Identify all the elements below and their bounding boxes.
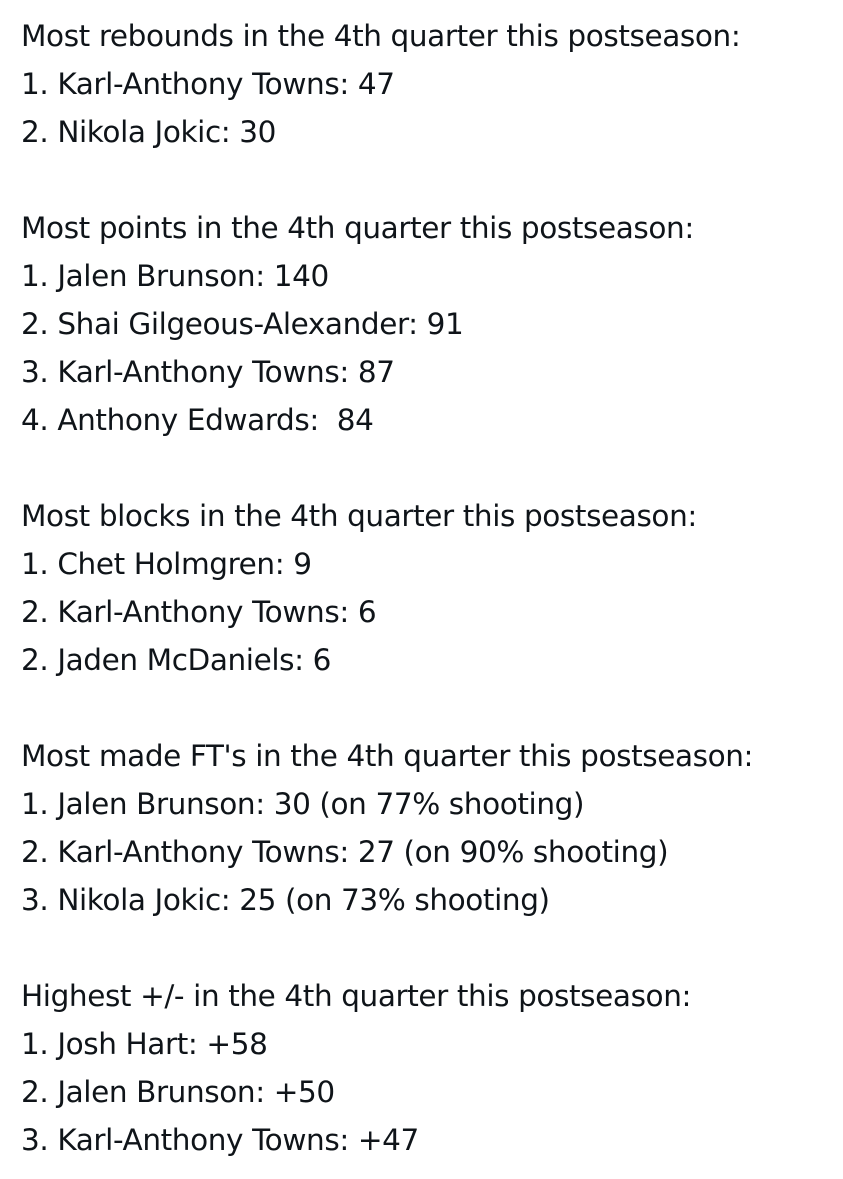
- stat-section-blocks: [21, 492, 836, 684]
- ranking-item: 1. Jalen Brunson: 30 (on 77% shooting): [21, 787, 585, 821]
- ranking-item: 1. Josh Hart: +58: [21, 1027, 268, 1061]
- ranking-item: 2. Karl-Anthony Towns: 27 (on 90% shooting): [21, 835, 669, 869]
- ranking-item: 1. Jalen Brunson: 140: [21, 259, 329, 293]
- ranking-item: 2. Jalen Brunson: +50: [21, 1075, 335, 1109]
- post-text: [21, 12, 836, 1164]
- stat-section-rebounds: [21, 12, 836, 156]
- section-heading: Most made FT's in the 4th quarter this postseason:: [21, 739, 754, 773]
- ranking-item: 3. Nikola Jokic: 25 (on 73% shooting): [21, 883, 550, 917]
- ranking-item: 3. Karl-Anthony Towns: 87: [21, 355, 395, 389]
- ranking-item: 1. Chet Holmgren: 9: [21, 547, 312, 581]
- stat-section-free-throws: [21, 732, 836, 924]
- stat-section-plus-minus: [21, 972, 836, 1164]
- ranking-item: 2. Shai Gilgeous-Alexander: 91: [21, 307, 464, 341]
- ranking-item: 2. Karl-Anthony Towns: 6: [21, 595, 377, 629]
- stat-section-points: [21, 204, 836, 444]
- section-heading: Most blocks in the 4th quarter this postseason:: [21, 499, 697, 533]
- ranking-item: 4. Anthony Edwards: 84: [21, 403, 374, 437]
- ranking-item: 2. Jaden McDaniels: 6: [21, 643, 332, 677]
- ranking-item: 2. Nikola Jokic: 30: [21, 115, 277, 149]
- ranking-item: 1. Karl-Anthony Towns: 47: [21, 67, 395, 101]
- section-heading: Most rebounds in the 4th quarter this postseason:: [21, 19, 741, 53]
- section-heading: Most points in the 4th quarter this postseason:: [21, 211, 694, 245]
- section-heading: Highest +/- in the 4th quarter this postseason:: [21, 979, 692, 1013]
- ranking-item: 3. Karl-Anthony Towns: +47: [21, 1123, 419, 1157]
